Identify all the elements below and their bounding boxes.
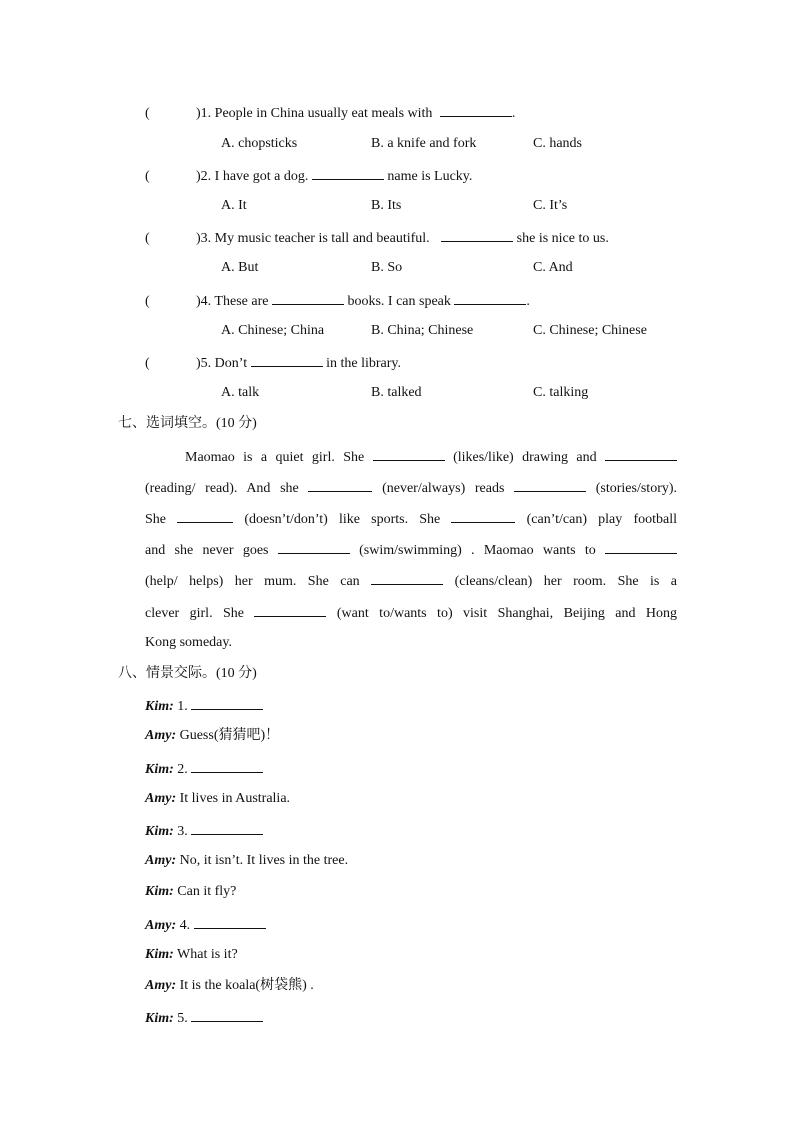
question-text: I have got a dog. [214, 169, 309, 184]
passage-line-1 [185, 447, 677, 467]
passage-text: (can’t/can) play football [526, 512, 677, 527]
answer-blank[interactable] [254, 603, 326, 617]
question-text-middle: books. I can speak [347, 294, 451, 309]
passage-text: (help/ helps) her mum. She can [145, 574, 360, 589]
dialogue-text: 4. [179, 918, 191, 933]
answer-paren-open: ( [145, 106, 150, 121]
dialogue-line-7 [145, 883, 236, 901]
dialogue-line-9 [145, 946, 238, 964]
answer-blank-2[interactable] [454, 291, 526, 305]
speaker-label: Kim: [145, 762, 174, 777]
option-a: A. talk [221, 385, 260, 400]
answer-paren-open: ( [145, 169, 150, 184]
passage-line-5 [145, 571, 677, 591]
dialogue-line-3 [145, 759, 263, 779]
question-2 [145, 166, 472, 186]
passage-line-2 [145, 478, 677, 498]
dialogue-line-5 [145, 821, 263, 841]
speaker-label: Kim: [145, 699, 174, 714]
dialogue-line-2 [145, 727, 279, 745]
dialogue-line-11 [145, 1008, 263, 1028]
option-b: B. Its [371, 198, 402, 213]
option-c: C. Chinese; Chinese [533, 323, 647, 338]
question-text: These are [214, 294, 269, 309]
answer-blank[interactable] [191, 821, 263, 835]
passage-text: (stories/story). [595, 481, 678, 496]
dialogue-text: 3. [177, 824, 188, 839]
answer-paren-open: ( [145, 231, 150, 246]
speaker-label: Kim: [145, 947, 174, 962]
passage-text: (reading/ read). And she [145, 481, 299, 496]
question-5 [145, 353, 401, 373]
question-text: People in China usually eat meals with [214, 106, 433, 121]
dialogue-line-1 [145, 696, 263, 716]
passage-line-7: Kong someday. [145, 635, 232, 650]
answer-blank[interactable] [441, 228, 513, 242]
answer-blank[interactable] [373, 447, 445, 461]
question-number: )5. [196, 356, 212, 371]
answer-blank[interactable] [194, 915, 266, 929]
question-text-end: she is nice to us. [516, 231, 609, 246]
answer-blank[interactable] [191, 696, 263, 710]
speaker-label: Amy: [145, 978, 177, 993]
answer-blank-1[interactable] [272, 291, 344, 305]
option-a: A. But [221, 260, 259, 275]
dialogue-line-10 [145, 977, 314, 995]
option-b: B. China; Chinese [371, 323, 474, 338]
option-c: C. hands [533, 136, 582, 151]
passage-line-3 [145, 509, 677, 529]
passage-text: (cleans/clean) her room. She is a [454, 574, 678, 589]
option-b: B. talked [371, 385, 422, 400]
option-c: C. It’s [533, 198, 568, 213]
question-number: )1. [196, 106, 212, 121]
passage-line-4 [145, 540, 677, 560]
dialogue-text: No, it isn’t. It lives in the tree. [179, 853, 349, 868]
dialogue-text: Guess(猜猜吧)！ [179, 728, 280, 743]
answer-blank[interactable] [514, 478, 586, 492]
passage-text: (swim/swimming) . Maomao wants to [359, 543, 596, 558]
speaker-label: Amy: [145, 791, 177, 806]
answer-blank[interactable] [191, 1008, 263, 1022]
question-number: )4. [196, 294, 212, 309]
speaker-label: Amy: [145, 918, 177, 933]
speaker-label: Amy: [145, 853, 177, 868]
speaker-label: Kim: [145, 884, 174, 899]
answer-blank[interactable] [251, 353, 323, 367]
dialogue-line-6 [145, 852, 348, 870]
speaker-label: Kim: [145, 824, 174, 839]
answer-blank[interactable] [451, 509, 515, 523]
question-number: )2. [196, 169, 212, 184]
passage-text: (likes/like) drawing and [453, 450, 597, 465]
dialogue-text: It lives in Australia. [179, 791, 291, 806]
answer-blank[interactable] [191, 759, 263, 773]
section-7-heading: 七、选词填空。(10 分) [118, 416, 257, 431]
passage-text: (doesn’t/don’t) like sports. She [244, 512, 441, 527]
answer-blank[interactable] [605, 447, 677, 461]
question-4 [145, 291, 530, 311]
dialogue-line-8 [145, 915, 266, 935]
speaker-label: Kim: [145, 1011, 174, 1026]
speaker-label: Amy: [145, 728, 177, 743]
option-a: A. Chinese; China [221, 323, 325, 338]
dialogue-text: It is the koala(树袋熊) . [179, 978, 314, 993]
answer-blank[interactable] [278, 540, 350, 554]
answer-paren-open: ( [145, 356, 150, 371]
answer-paren-open: ( [145, 294, 150, 309]
answer-blank[interactable] [308, 478, 372, 492]
passage-text: She [145, 512, 166, 527]
dialogue-text: 5. [177, 1011, 188, 1026]
dialogue-text: 2. [177, 762, 188, 777]
question-number: )3. [196, 231, 212, 246]
dialogue-text: Can it fly? [177, 884, 237, 899]
option-c: C. And [533, 260, 573, 275]
section-8-heading: 八、情景交际。(10 分) [118, 666, 257, 681]
answer-blank[interactable] [440, 103, 512, 117]
passage-text: (never/always) reads [382, 481, 505, 496]
passage-text: (want to/wants to) visit Shanghai, Beijing and Hong [336, 606, 678, 621]
option-a: A. It [221, 198, 247, 213]
question-text-end: . [526, 294, 530, 309]
answer-blank[interactable] [177, 509, 233, 523]
passage-line-6 [145, 603, 677, 623]
dialogue-text: What is it? [177, 947, 238, 962]
answer-blank[interactable] [312, 166, 384, 180]
question-text: My music teacher is tall and beautiful. [214, 231, 430, 246]
dialogue-text: 1. [177, 699, 188, 714]
dialogue-line-4 [145, 790, 290, 808]
option-a: A. chopsticks [221, 136, 298, 151]
answer-blank[interactable] [371, 571, 443, 585]
option-b: B. a knife and fork [371, 136, 477, 151]
passage-text: and she never goes [145, 543, 269, 558]
passage-text: clever girl. She [145, 606, 244, 621]
question-text-end: . [511, 106, 516, 121]
answer-blank[interactable] [605, 540, 677, 554]
question-1 [145, 103, 515, 123]
question-3 [145, 228, 609, 248]
question-text-end: name is Lucky. [387, 169, 473, 184]
question-text: Don’t [214, 356, 248, 371]
option-c: C. talking [533, 385, 589, 400]
question-text-end: in the library. [326, 356, 401, 371]
passage-text: Maomao is a quiet girl. She [185, 450, 365, 465]
option-b: B. So [371, 260, 403, 275]
